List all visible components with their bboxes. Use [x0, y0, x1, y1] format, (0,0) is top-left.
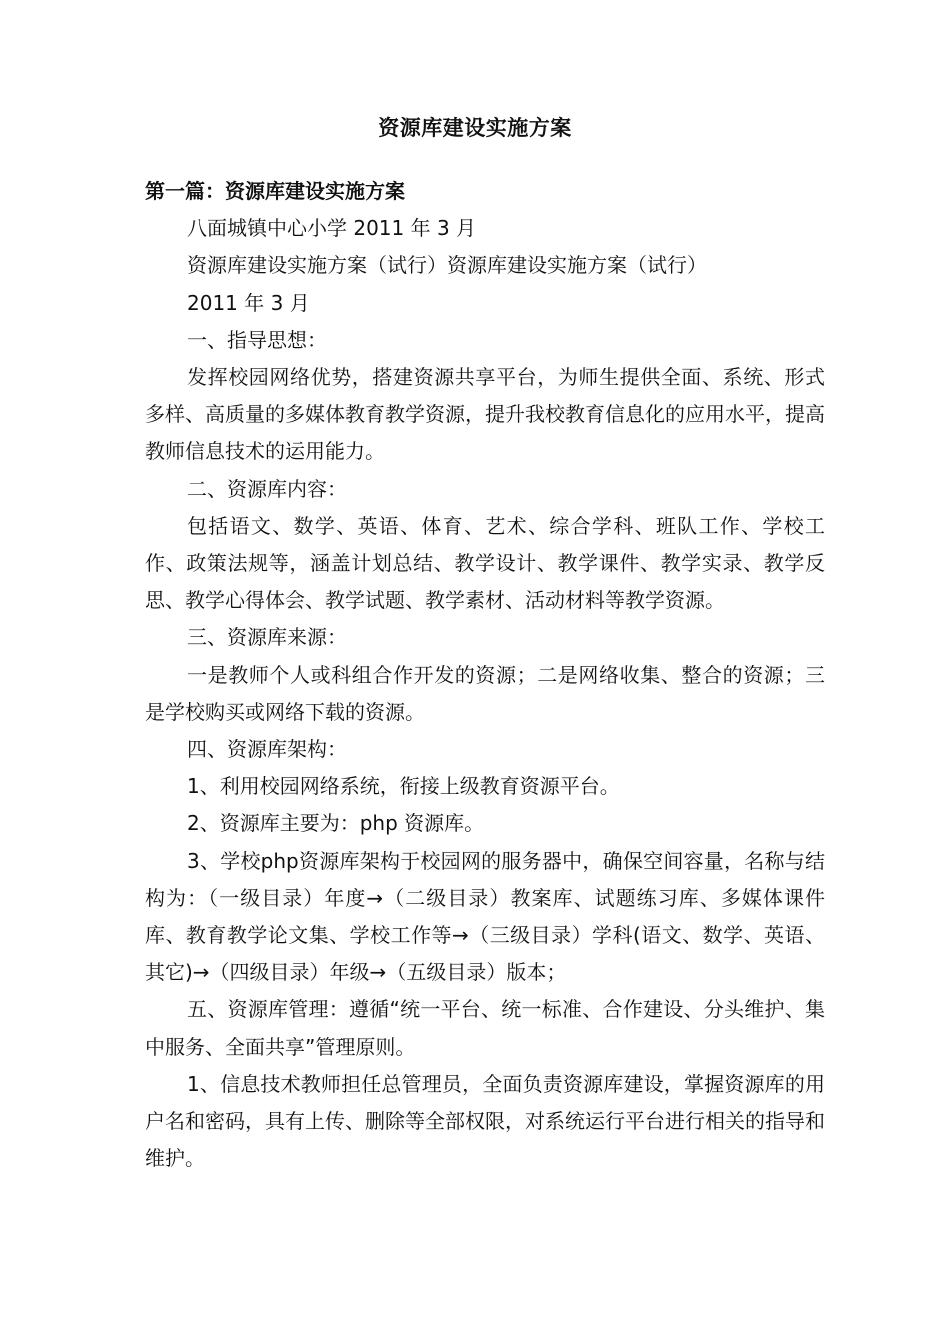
paragraph-management-1: 1、信息技术教师担任总管理员，全面负责资源库建设，掌握资源库的用户名和密码，具有上传、删除等全部权限，对系统运行平台进行相关的指导和维护。 — [145, 1071, 825, 1171]
paragraph-school-date: 八面城镇中心小学 2011 年 3 月 — [187, 216, 477, 241]
section-heading-management: 五、资源库管理：遵循“统一平台、统一标准、合作建设、分头维护、集中服务、全面共享”管理原则。 — [145, 997, 825, 1059]
paragraph-content: 包括语文、数学、英语、体育、艺术、综合学科、班队工作、学校工作、政策法规等，涵盖计划总结、教学设计、教学课件、教学实录、教学反思、教学心得体会、教学试题、教学素材、活动材料等教学资源。 — [145, 513, 825, 613]
paragraph-architecture-2: 2、资源库主要为：php 资源库。 — [187, 811, 485, 836]
paragraph-guiding-ideology: 发挥校园网络优势，搭建资源共享平台，为师生提供全面、系统、形式多样、高质量的多媒体教育教学资源，提升我校教育信息化的应用水平，提高教师信息技术的运用能力。 — [145, 365, 825, 464]
section-heading-source: 三、资源库来源： — [187, 625, 347, 650]
paragraph-subtitle: 资源库建设实施方案（试行）资源库建设实施方案（试行） — [187, 253, 707, 278]
section-heading-architecture: 四、资源库架构： — [187, 737, 347, 762]
paragraph-source: 一是教师个人或科组合作开发的资源；二是网络收集、整合的资源；三是学校购买或网络下载的资源。 — [145, 662, 825, 724]
section-heading-guiding-ideology: 一、指导思想： — [187, 327, 327, 352]
document-body — [145, 173, 825, 1177]
paragraph-architecture-3: 3、学校php资源库架构于校园网的服务器中，确保空间容量，名称与结构为：（一级目录）年度→（二级目录）教案库、试题练习库、多媒体课件库、教育教学论文集、学校工作等→（三级目录）学科(语文、数学、英语、其它)→（四级目录）年级→（五级目录）版本； — [145, 848, 825, 985]
document-title: 资源库建设实施方案 — [378, 116, 572, 140]
paragraph-architecture-1: 1、利用校园网络系统，衔接上级教育资源平台。 — [187, 774, 620, 799]
paragraph-date: 2011 年 3 月 — [187, 290, 310, 315]
section-heading-content: 二、资源库内容： — [187, 476, 347, 501]
chapter-heading: 第一篇：资源库建设实施方案 — [145, 179, 405, 203]
